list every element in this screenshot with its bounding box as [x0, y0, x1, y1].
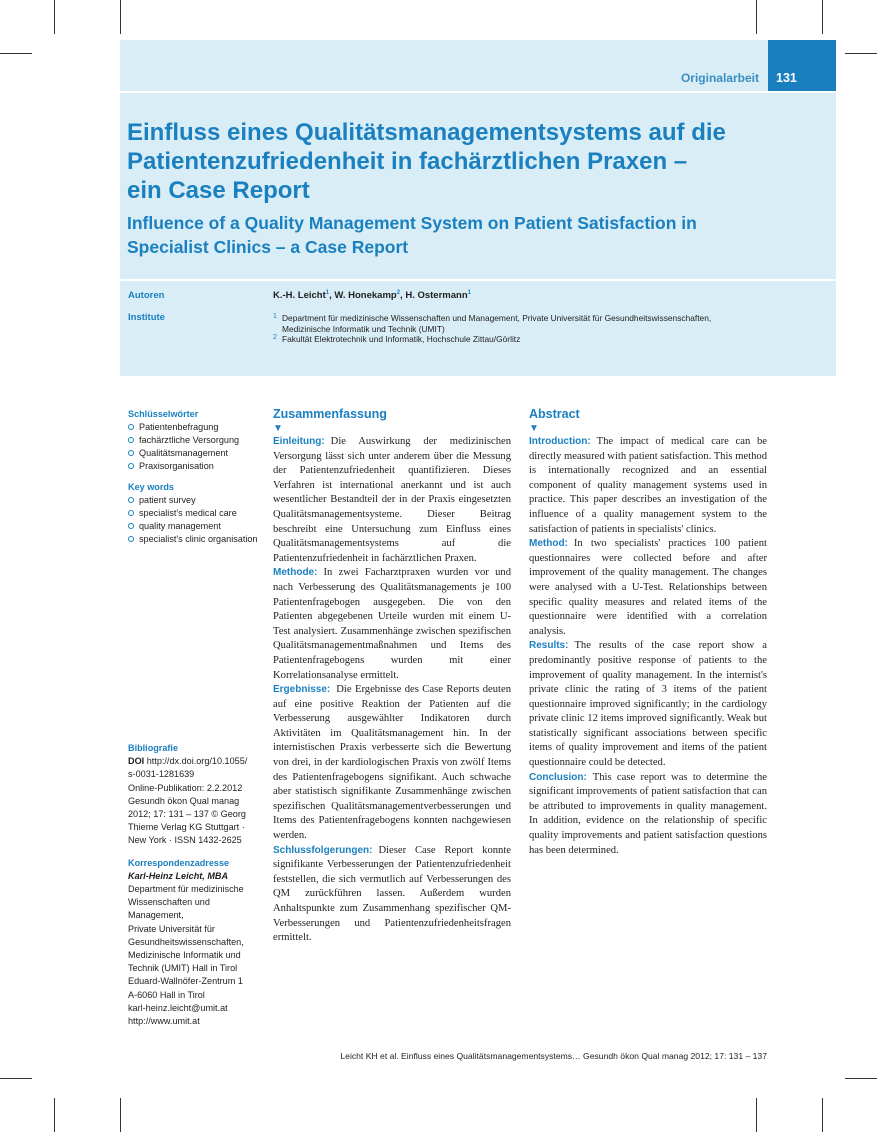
email-link[interactable]: karl-heinz.leicht@umit.at — [128, 1002, 228, 1013]
doi-line — [128, 755, 263, 768]
title-line: Patientenzufriedenheit in fachärztlichen Praxen – — [127, 148, 688, 175]
summary-section — [273, 566, 511, 683]
address-line: Wissenschaften und — [128, 897, 210, 908]
section-label: Originalarbeit — [680, 71, 759, 85]
author-name: W. Honekamp — [334, 290, 397, 302]
section-label: Schlussfolgerungen: — [273, 844, 373, 856]
bibliography-block — [128, 742, 263, 1028]
abstract-english — [529, 406, 767, 858]
crop-mark — [822, 1098, 823, 1132]
address-line: Management, — [128, 910, 184, 921]
crop-mark — [0, 1078, 32, 1079]
section-text: Die Auswirkung der medizinischen Versorgung lässt sich unter anderem über die Messung der Patientenzufriedenheit quantifizieren. Dieses Verfahren ist international anerkannt und ist auch wesentlicher Bestandteil der in der Praxis eingesetzten Qualitätsmanagementsysteme. Dieser Beitrag beschreibt eine Untersuchung zum Einfluss eines Qualitätsmanagementsystems auf die Patientenzufriedenheit in fachärztlichen Praxen. — [273, 436, 511, 564]
address-line: Technik (UMIT) Hall in Tirol — [128, 963, 238, 974]
keyword-item — [128, 494, 263, 507]
section-text: In two specialists' practices 100 patient questionnaires were collected before and after improvement of the quality management. The changes were analysed with a U-Test. Relationships between specific quality measures and related items of the questionnaire were identified with a correlation analysis. — [529, 538, 767, 637]
keywords-heading-german: Schlüsselwörter — [128, 409, 199, 419]
abstract-heading: Abstract — [529, 407, 580, 421]
crop-mark — [120, 0, 121, 34]
divider — [120, 279, 836, 281]
keyword-list-german — [128, 421, 263, 473]
address-line: Private Universität für — [128, 923, 215, 934]
author-affiliation: 1 — [467, 290, 471, 296]
bullet-icon — [128, 450, 134, 456]
summary-heading: Zusammenfassung — [273, 407, 387, 421]
section-label: Conclusion: — [529, 771, 587, 783]
abstract-section — [529, 537, 767, 639]
keywords-heading-english: Key words — [128, 482, 174, 492]
doi-link[interactable]: s-0031-1281639 — [128, 769, 195, 780]
address-line: Gesundheitswissenschaften, — [128, 936, 244, 947]
bullet-icon — [128, 536, 134, 542]
section-text: In zwei Facharztpraxen wurden vor und nach Verbesserung des Qualitätsmanagements je 100 Patientenfragebogen ausgegeben. Die von den Patienten abgegebenen Urteile wurden mit einem U-Test analysiert. Zusammenhänge zwischen spezifischen Qualitätsmanagementmaßnahmen und Items des Patientenfragebogens wurden mit einer Korrelationsanalyse ermittelt. — [273, 567, 511, 681]
institute-number: 2 — [273, 334, 277, 341]
section-label: Ergebnisse: — [273, 684, 331, 696]
keyword-item — [128, 434, 263, 447]
crop-mark — [756, 0, 757, 34]
keyword-text: fachärztliche Versorgung — [139, 435, 240, 445]
section-label: Method: — [529, 538, 568, 550]
doi-label: DOI — [128, 756, 145, 767]
address-line: Medizinische Informatik und — [128, 950, 241, 961]
bullet-icon — [128, 510, 134, 516]
author-separator: , — [329, 290, 335, 302]
summary-section — [273, 435, 511, 566]
author-name: H. Ostermann — [405, 290, 468, 302]
section-text: Dieser Case Report konnte signifikante Verbesserungen der Patientenzufriedenheit feststellen, die sich vermutlich auf Verbesserungen des QM zurückführen lassen. Außerdem wurden Anhaltspunkte zum Zusammenhang spezifischer QM-Verbesserungen und Patientenzufriedenheitsfragen ermittelt. — [273, 844, 511, 944]
section-text: This case report was to determine the significant improvements of patient satisfaction that can be attributed to improvements in quality management. In addition, evidence on the relationship of specific quality improvements and patient satisfaction questions has been determined. — [529, 771, 767, 856]
institute-line: Fakultät Elektrotechnik und Informatik, Hochschule Zittau/Görlitz — [282, 334, 521, 344]
keyword-item — [128, 520, 263, 533]
crop-mark — [54, 1098, 55, 1132]
page-number: 131 — [776, 71, 797, 85]
crop-mark — [756, 1098, 757, 1132]
summary-section — [273, 844, 511, 946]
abstract-section — [529, 435, 767, 537]
correspondence-heading: Korrespondenzadresse — [128, 857, 230, 868]
keyword-text: Patientenbefragung — [139, 422, 219, 432]
keyword-item — [128, 507, 263, 520]
keyword-text: patient survey — [139, 495, 196, 505]
section-text: Die Ergebnisse des Case Reports deuten auf eine positive Reaktion der Patienten auf die Verbesserung ausgewählter Indikatoren durch Aktivitäten im Qualitätsmanagement hin. In der internistischen Praxis verbesserte sich die Bewertung von drei, in der kardiologischen Praxis von zwölf Items des Patientenfragebogens signifikant. Auch schwache aber statistisch signifikante Zusammenhänge zwischen spezifischen Qualitätsmanagementverbesserungen und Items des Patientenfragebogens konnten nachgewiesen werden. — [273, 684, 511, 842]
bullet-icon — [128, 463, 134, 469]
keyword-item — [128, 533, 263, 546]
authors-label: Autoren — [128, 290, 165, 301]
author-separator: , — [400, 290, 406, 302]
triangle-marker-icon: ▼ — [273, 423, 283, 434]
section-label: Introduction: — [529, 436, 591, 447]
institute-line: Medizinische Informatik und Technik (UMIT) — [282, 324, 445, 334]
divider — [120, 91, 836, 93]
address-line: Department für medizinische — [128, 884, 244, 895]
section-label: Results: — [529, 640, 569, 652]
abstract-section — [529, 771, 767, 859]
publication-info: New York · ISSN 1432-2625 — [128, 835, 242, 846]
bullet-icon — [128, 523, 134, 529]
author-affiliation: 2 — [396, 290, 401, 296]
abstract-section — [529, 639, 767, 770]
bibliography-heading: Bibliografie — [128, 743, 179, 753]
subtitle-line: Specialist Clinics – a Case Report — [127, 237, 409, 257]
crop-mark — [54, 0, 55, 34]
title-english — [127, 211, 807, 259]
title-german — [127, 118, 807, 205]
publication-info: Online-Publikation: 2.2.2012 — [128, 782, 243, 793]
keyword-list-english — [128, 494, 263, 546]
bullet-icon — [128, 424, 134, 430]
doi-link[interactable]: http://dx.doi.org/10.1055/ — [146, 756, 248, 767]
website-link[interactable]: http://www.umit.at — [128, 1016, 200, 1027]
keyword-text: Qualitätsmanagement — [139, 448, 228, 458]
institute-line: Department für medizinische Wissenschaften und Management, Private Universität für Gesundheitswissenschaften, — [282, 313, 712, 323]
publication-info: Gesundh ökon Qual manag — [128, 795, 240, 806]
keyword-text: specialist's medical care — [139, 508, 237, 518]
subtitle-line: Influence of a Quality Management System on Patient Satisfaction in — [127, 213, 697, 233]
crop-mark — [120, 1098, 121, 1132]
address-line: Eduard-Wallnöfer-Zentrum 1 — [128, 976, 243, 987]
keyword-text: specialist's clinic organisation — [139, 534, 258, 544]
section-label: Methode: — [273, 567, 318, 579]
keyword-item — [128, 460, 263, 473]
address-line: A-6060 Hall in Tirol — [128, 989, 205, 1000]
title-line: ein Case Report — [127, 177, 310, 204]
title-line: Einfluss eines Qualitätsmanagementsystems auf die — [127, 119, 726, 146]
crop-mark — [822, 0, 823, 34]
correspondence-name: Karl-Heinz Leicht, MBA — [128, 870, 229, 881]
section-text: The results of the case report show a predominantly positive response of patients to the improvement of quality management. In the internist's private clinic the rating of 3 items of the patient questionnaire improved significantly; in the cardiology private clinic 12 items improved significantly. Weak but statistically significant associations between specific items of quality improvement and items of the patient questionnaire could be detected. — [529, 640, 767, 769]
keyword-item — [128, 447, 263, 460]
author-affiliation: 1 — [325, 290, 330, 296]
institutes-label: Institute — [128, 312, 165, 323]
crop-mark — [845, 1078, 877, 1079]
summary-section — [273, 683, 511, 844]
triangle-marker-icon: ▼ — [529, 423, 539, 434]
section-text: The impact of medical care can be directly measured with patient satisfaction. This method is internationally recognized and an essential component of quality management systems used in practice. This paper describes an investigation of the influence of a quality management system to the satisfaction of patients in specialists' clinics. — [529, 436, 767, 535]
institute-number: 1 — [273, 313, 277, 320]
section-label: Einleitung: — [273, 436, 325, 447]
keyword-text: Praxisorganisation — [139, 461, 214, 471]
authors-list — [273, 290, 471, 301]
crop-mark — [845, 53, 877, 54]
crop-mark — [0, 53, 32, 54]
keyword-item — [128, 421, 263, 434]
summary-german — [273, 406, 511, 946]
keyword-text: quality management — [139, 521, 221, 531]
keywords-sidebar — [128, 408, 263, 554]
footer-citation: Leicht KH et al. Einfluss eines Qualitätsmanagementsystems… Gesundh ökon Qual manag 2012; 17: 131 – 137 — [340, 1051, 767, 1061]
publication-info: 2012; 17: 131 – 137 © Georg — [128, 809, 246, 820]
author-name: K.-H. Leicht — [273, 290, 326, 302]
bullet-icon — [128, 437, 134, 443]
publication-info: Thieme Verlag KG Stuttgart · — [128, 822, 245, 833]
bullet-icon — [128, 497, 134, 503]
